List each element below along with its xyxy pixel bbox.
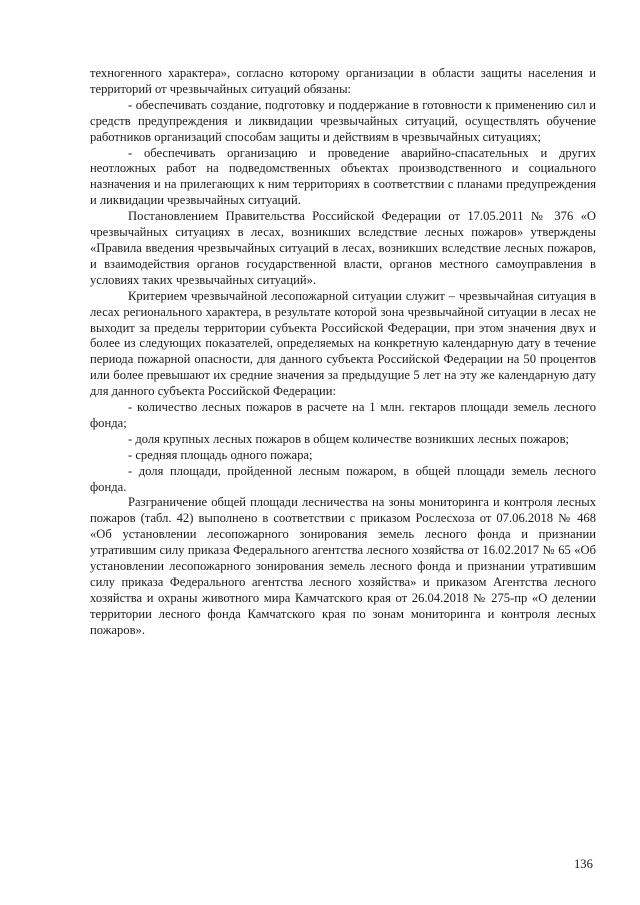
- body-text: [90, 66, 596, 639]
- paragraph-8: - средняя площадь одного пожара;: [128, 447, 313, 462]
- paragraph-1: техногенного характера», согласно которому организации в области защиты населения и территорий от чрезвычайных ситуаций обязаны:: [90, 66, 596, 96]
- paragraph-7: - доля крупных лесных пожаров в общем количестве возникших лесных пожаров;: [128, 431, 570, 446]
- paragraph-10: Разграничение общей площади лесничества на зоны мониторинга и контроля лесных пожаров (табл. 42) выполнено в соответствии с приказом Рослесхоза от 07.06.2018 № 468 «Об установлении лесопожарного зонирования земель лесного фонда и признании утратившим силу приказа Федерального агентства лесного хозяйства от 16.02.2017 № 65 «Об установлении лесопожарного зонирования земель лесного фонда и признании утратившим силу приказа Федерального агентства лесного хозяйства» и приказом Агентства лесного хозяйства и охраны животного мира Камчатского края от 26.04.2018 № 275-пр «О делении территории лесного фонда Камчатского края по зонам мониторинга и контроля лесных пожаров».: [90, 495, 596, 637]
- paragraph-2: - обеспечивать создание, подготовку и поддержание в готовности к применению сил и средств предупреждения и ликвидации чрезвычайных ситуаций, осуществлять обучение работников организаций способам защиты и действиям в чрезвычайных ситуациях;: [90, 97, 596, 144]
- paragraph-6: - количество лесных пожаров в расчете на 1 млн. гектаров площади земель лесного фонда;: [90, 400, 596, 430]
- paragraph-3: - обеспечивать организацию и проведение аварийно-спасательных и других неотложных работ на подведомственных объектах производственного и социального назначения и на прилегающих к ним территориях в соответствии с планами предупреждения и ликвидации чрезвычайных ситуаций.: [90, 145, 596, 208]
- paragraph-9: - доля площади, пройденной лесным пожаром, в общей площади земель лесного фонда.: [90, 463, 596, 494]
- page-number: 136: [574, 857, 593, 871]
- paragraph-4: Постановлением Правительства Российской Федерации от 17.05.2011 № 376 «О чрезвычайных ситуациях в лесах, возникших вследствие лесных пожаров» утверждены «Правила введения чрезвычайных ситуаций в лесах, возникших вследствие лесных пожаров, и взаимодействия органов государственной власти, органов местного самоуправления в условиях таких чрезвычайных ситуаций».: [90, 209, 596, 287]
- paragraph-5: Критерием чрезвычайной лесопожарной ситуации служит – чрезвычайная ситуация в лесах регионального характера, в результате которой зона чрезвычайной ситуации в лесах не выходит за пределы территории субъекта Российской Федерации, при этом значения двух и более из следующих показателей, определяемых на конкретную календарную дату в течение периода пожарной опасности, для данного субъекта Российской Федерации на 50 процентов или более превышают их средние значения за предыдущие 5 лет на эту же календарную дату для данного субъекта Российской Федерации:: [90, 288, 596, 399]
